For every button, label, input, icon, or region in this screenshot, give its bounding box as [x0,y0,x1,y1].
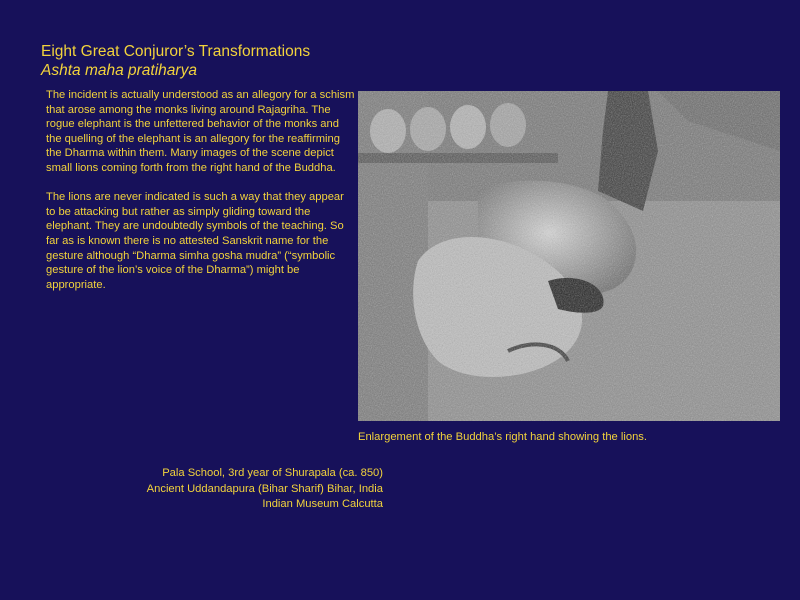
sculpture-hand-image [358,91,780,421]
credit-line-museum: Indian Museum Calcutta [262,498,383,510]
sculpture-photo [358,91,780,421]
photo-caption: Enlargement of the Buddha’s right hand showing the lions. [358,431,647,443]
description-text [46,88,356,307]
title-subtitle: Ashta maha pratiharya [41,62,197,79]
paragraph-1: The incident is actually understood as an allegory for a schism that arose among the monks living around Rajagriha. The rogue elephant is the unfettered behavior of the monks and the quelling of the elephant is an allegory for the reaffirming the Dharma within them. Many images of the scene depict small lions coming forth from the right hand of the Buddha. [46,89,355,174]
credit-line-school: Pala School, 3rd year of Shurapala (ca. 850) [162,467,383,479]
credit-line-location: Ancient Uddandapura (Bihar Sharif) Bihar, India [146,482,383,495]
title-main: Eight Great Conjuror’s Transformations [41,43,311,60]
paragraph-2: The lions are never indicated is such a way that they appear to be attacking but rather as simply gliding toward the elephant. They are undoubtedly symbols of the teaching. So far as is known there is no attested Sanskrit name for the gesture although “Dharma simha gosha mudra” (“symbolic gesture of the lion’s voice of the Dharma”) might be appropriate. [46,191,344,291]
page-title [41,42,310,80]
credits-block [80,466,383,513]
